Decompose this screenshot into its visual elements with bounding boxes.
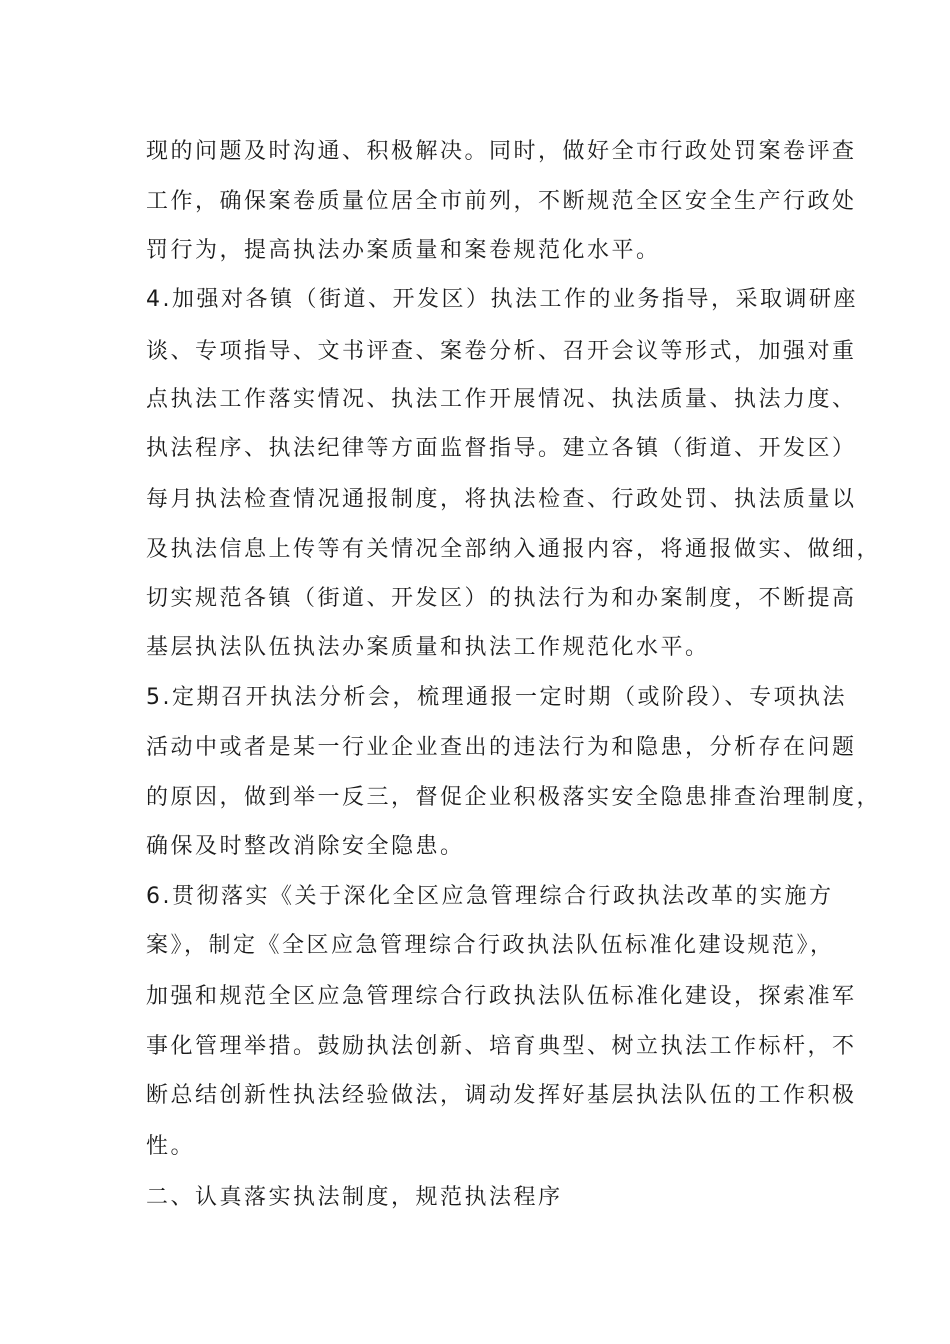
text-line: 的原因，做到举一反三，督促企业积极落实安全隐患排查治理制度， xyxy=(146,785,882,810)
text-line: 性。 xyxy=(146,1134,196,1159)
text-line: 断总结创新性执法经验做法，调动发挥好基层执法队伍的工作积极 xyxy=(146,1083,857,1108)
section-heading: 二、认真落实执法制度，规范执法程序 xyxy=(146,1185,563,1210)
text-line: 6.贯彻落实《关于深化全区应急管理综合行政执法改革的实施方 xyxy=(146,884,834,909)
text-line: 现的问题及时沟通、积极解决。同时，做好全市行政处罚案卷评查 xyxy=(146,139,857,164)
text-line: 工作，确保案卷质量位居全市前列，不断规范全区安全生产行政处 xyxy=(146,189,857,214)
text-line: 活动中或者是某一行业企业查出的违法行为和隐患，分析存在问题 xyxy=(146,735,857,760)
text-line: 加强和规范全区应急管理综合行政执法队伍标准化建设，探索准军 xyxy=(146,984,857,1009)
text-line: 案》，制定《全区应急管理综合行政执法队伍标准化建设规范》， xyxy=(146,933,835,958)
text-line: 执法程序、执法纪律等方面监督指导。建立各镇（街道、开发区） xyxy=(146,436,857,461)
text-line: 事化管理举措。鼓励执法创新、培育典型、树立执法工作标杆，不 xyxy=(146,1034,857,1059)
text-line: 谈、专项指导、文书评查、案卷分析、召开会议等形式，加强对重 xyxy=(146,339,857,364)
text-line: 确保及时整改消除安全隐患。 xyxy=(146,834,465,859)
text-line: 及执法信息上传等有关情况全部纳入通报内容，将通报做实、做细， xyxy=(146,537,882,562)
text-line: 切实规范各镇（街道、开发区）的执法行为和办案制度，不断提高 xyxy=(146,586,857,611)
text-line: 4.加强对各镇（街道、开发区）执法工作的业务指导，采取调研座 xyxy=(146,287,858,312)
text-line: 点执法工作落实情况、执法工作开展情况、执法质量、执法力度、 xyxy=(146,387,857,412)
text-line: 每月执法检查情况通报制度，将执法检查、行政处罚、执法质量以 xyxy=(146,487,857,512)
text-line: 罚行为，提高执法办案质量和案卷规范化水平。 xyxy=(146,238,661,263)
text-line: 基层执法队伍执法办案质量和执法工作规范化水平。 xyxy=(146,635,710,660)
text-line: 5.定期召开执法分析会，梳理通报一定时期（或阶段）、专项执法 xyxy=(146,685,847,710)
